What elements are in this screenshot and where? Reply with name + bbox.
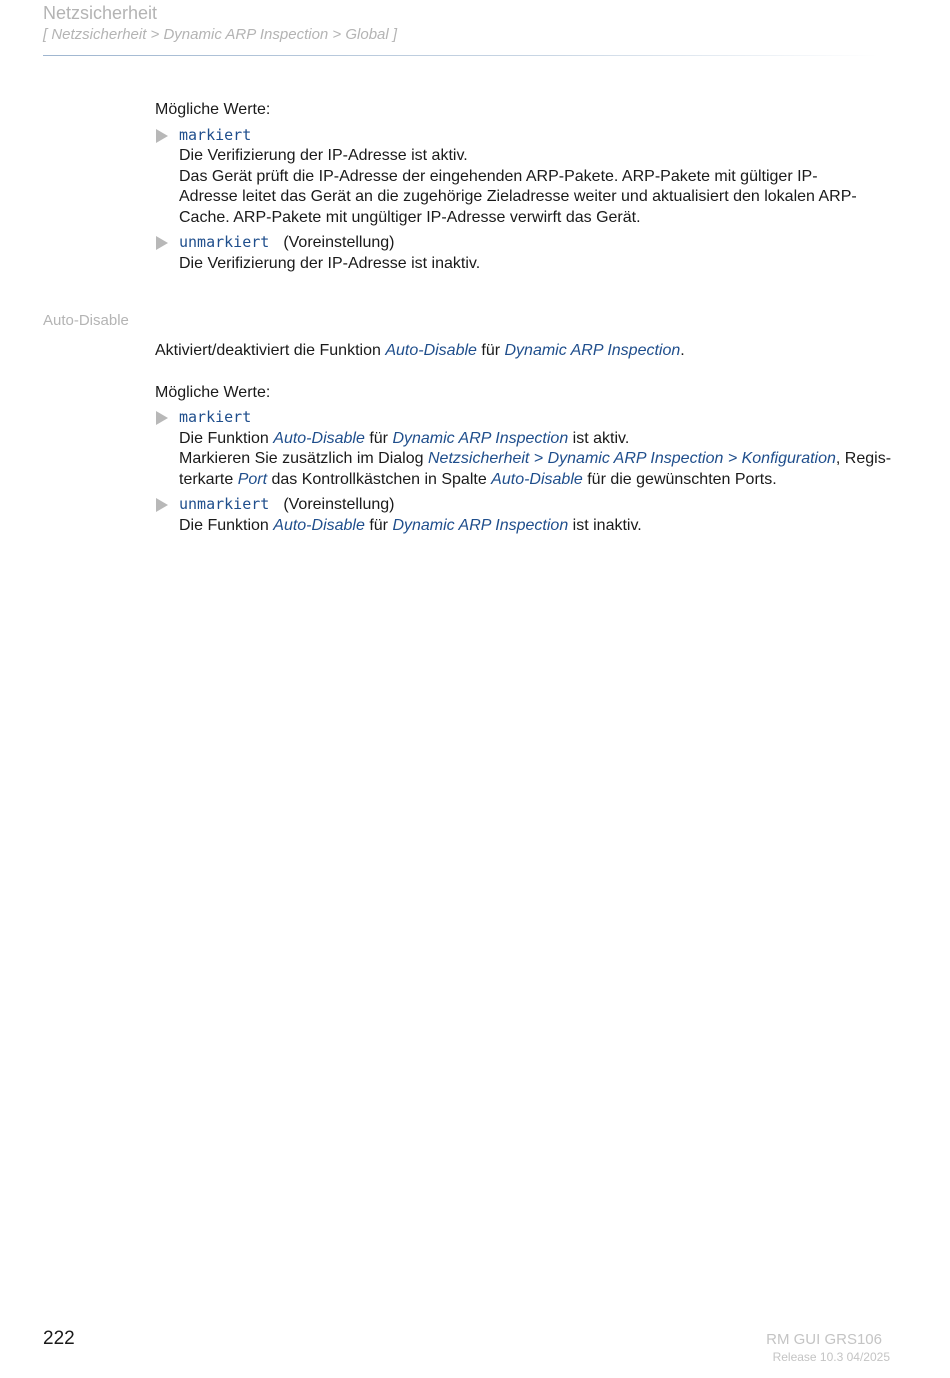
option-description [179, 449, 895, 470]
option-unmarkiert [155, 494, 895, 536]
text: Aktiviert/deaktiviert die Funktion [155, 342, 386, 359]
option-description [179, 516, 895, 537]
option-value: markiert [179, 125, 252, 144]
auto-disable-intro [155, 341, 895, 362]
bullet-triangle-icon [156, 411, 168, 425]
text: das Kontrollkästchen in Spalte [267, 470, 492, 488]
option-description: Cache. ARP-Pakete mit ungültiger IP-Adresse verwirft das Gerät. [179, 208, 641, 226]
option-value: unmarkiert [179, 495, 270, 513]
text: Die Funktion [179, 516, 274, 534]
document-name: RM GUI GRS106 [766, 1331, 882, 1348]
option-value: markiert [179, 408, 252, 426]
link-dynamic-arp-inspection[interactable]: Dynamic ARP Inspection [504, 342, 681, 359]
link-auto-disable[interactable]: Auto-Disable [273, 429, 365, 447]
page-number: 222 [43, 1328, 75, 1349]
text: für die gewünschten Ports. [582, 470, 777, 488]
option-markiert [155, 407, 895, 490]
text: terkarte [179, 470, 238, 488]
page-header-title: Netzsicherheit [43, 3, 158, 23]
option-description: Adresse leitet das Gerät an die zugehörige Zieladresse weiter und aktualisiert den lokalen ARP- [179, 188, 857, 205]
text: , Regis- [835, 450, 892, 467]
link-port-tab[interactable]: Port [237, 470, 268, 488]
default-note: (Voreinstellung) [283, 496, 395, 513]
possible-values-label: Mögliche Werte: [155, 101, 271, 118]
text: . [680, 342, 685, 359]
option-description [179, 429, 895, 450]
text: für [364, 429, 393, 447]
release-info: Release 10.3 04/2025 [772, 1350, 890, 1364]
text: für [476, 342, 505, 359]
default-note: (Voreinstellung) [283, 234, 395, 251]
bullet-triangle-icon [156, 498, 168, 512]
bullet-triangle-icon [156, 236, 168, 250]
auto-disable-description [155, 341, 895, 536]
text: für [364, 516, 393, 534]
option-description [179, 470, 895, 491]
link-auto-disable-column[interactable]: Auto-Disable [491, 470, 583, 488]
option-markiert [155, 125, 895, 229]
link-auto-disable[interactable]: Auto-Disable [273, 516, 365, 534]
option-description: Die Verifizierung der IP-Adresse ist inaktiv. [179, 254, 481, 272]
option-description: Die Verifizierung der IP-Adresse ist aktiv. [179, 147, 468, 164]
text: ist aktiv. [568, 429, 630, 447]
link-dynamic-arp-inspection[interactable]: Dynamic ARP Inspection [392, 516, 569, 534]
breadcrumb: [ Netzsicherheit > Dynamic ARP Inspection > Global ] [43, 26, 398, 43]
option-description: Das Gerät prüft die IP-Adresse der eingehenden ARP-Pakete. ARP-Pakete mit gültiger IP- [179, 167, 818, 185]
option-unmarkiert [155, 232, 895, 274]
link-konfiguration-dialog[interactable]: Netzsicherheit > Dynamic ARP Inspection > Konfiguration [427, 450, 836, 467]
option-value: unmarkiert [179, 233, 270, 251]
parameter-label-auto-disable: Auto-Disable [43, 312, 129, 329]
bullet-triangle-icon [156, 129, 168, 143]
link-dynamic-arp-inspection[interactable]: Dynamic ARP Inspection [392, 429, 569, 447]
possible-values-label: Mögliche Werte: [155, 383, 271, 401]
ip-verification-values [155, 100, 895, 274]
header-divider [43, 55, 878, 56]
link-auto-disable[interactable]: Auto-Disable [385, 342, 477, 359]
text: ist inaktiv. [568, 516, 642, 534]
text: Die Funktion [179, 429, 274, 447]
text: Markieren Sie zusätzlich im Dialog [179, 450, 428, 467]
